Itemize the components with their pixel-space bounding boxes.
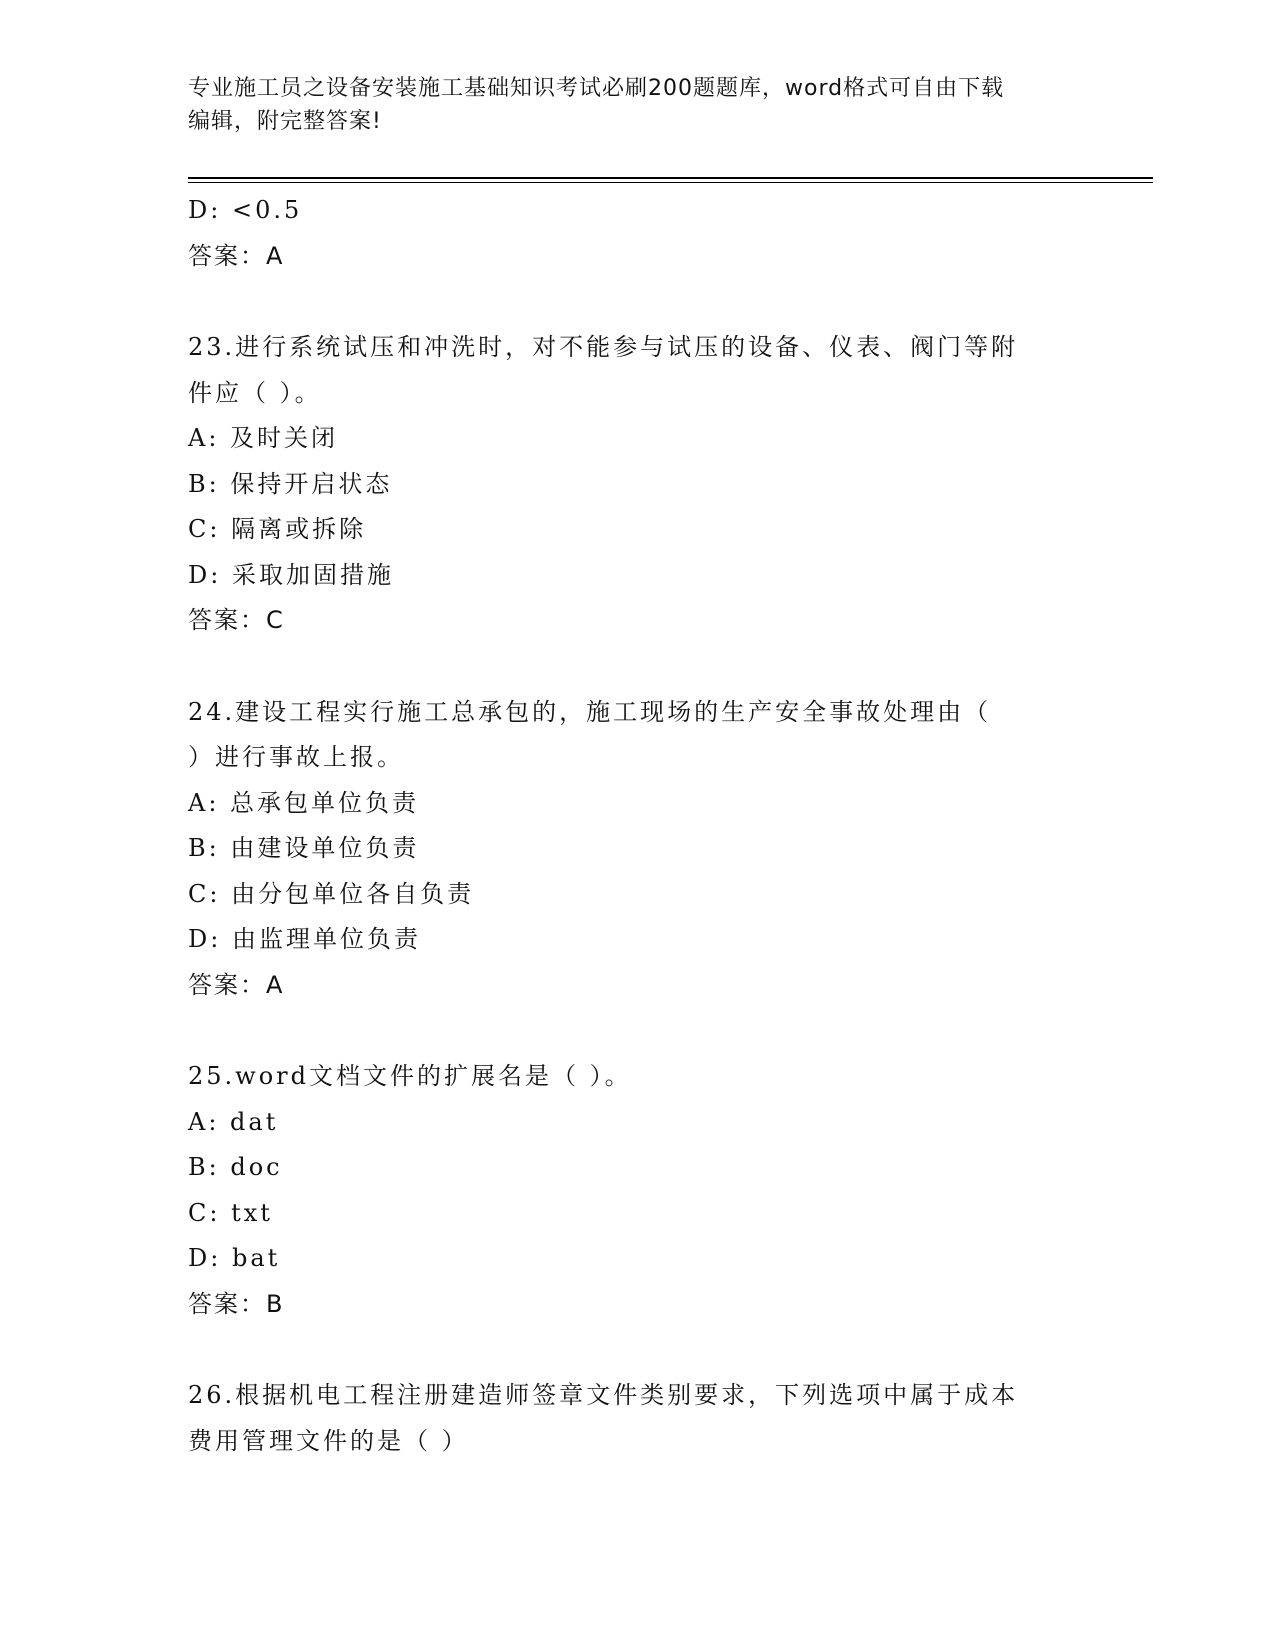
question-25 <box>188 1054 1068 1327</box>
question-text-line: 件应（ ）。 <box>188 378 322 407</box>
option-d: D: 采取加固措施 <box>188 560 394 589</box>
option-c: C: 隔离或拆除 <box>188 515 367 543</box>
question-text-line: 25.word文档文件的扩展名是（ ）。 <box>188 1062 632 1090</box>
question-text-line: 26.根据机电工程注册建造师签章文件类别要求，下列选项中属于成本 <box>188 1381 1019 1409</box>
question-text-line: 费用管理文件的是（ ） <box>188 1426 469 1455</box>
header-line-2: 编辑，附完整答案! <box>188 109 382 134</box>
option-d: D: bat <box>188 1244 281 1272</box>
question-23 <box>188 325 1068 644</box>
question-22-tail <box>188 188 1068 279</box>
option-a: A: 及时关闭 <box>188 424 339 452</box>
header-rule-thin <box>188 182 1153 183</box>
header-line-1: 专业施工员之设备安装施工基础知识考试必刷200题题库，word格式可自由下载 <box>188 76 1005 101</box>
document-body <box>188 188 1068 1464</box>
option-c: C: 由分包单位各自负责 <box>188 879 475 908</box>
option-b: B: 由建设单位负责 <box>188 834 420 862</box>
spacer <box>188 1327 1068 1373</box>
header-rule-thick <box>188 177 1153 179</box>
spacer <box>188 644 1068 690</box>
option-b: B: doc <box>188 1153 283 1181</box>
spacer <box>188 1008 1068 1054</box>
question-text-line: ）进行事故上报。 <box>188 743 404 771</box>
option-d: D: <0.5 <box>188 196 303 224</box>
question-text-line: 23.进行系统试压和冲洗时，对不能参与试压的设备、仪表、阀门等附 <box>188 333 1019 361</box>
document-header <box>188 72 1068 138</box>
answer: 答案：A <box>188 970 285 999</box>
option-a: A: 总承包单位负责 <box>188 788 420 817</box>
question-text-line: 24.建设工程实行施工总承包的，施工现场的生产安全事故处理由（ <box>188 697 992 726</box>
spacer <box>188 279 1068 325</box>
option-d: D: 由监理单位负责 <box>188 925 421 953</box>
answer: 答案：B <box>188 1289 285 1318</box>
option-c: C: txt <box>188 1198 273 1227</box>
question-24 <box>188 690 1068 1009</box>
option-a: A: dat <box>188 1107 279 1136</box>
answer: 答案：A <box>188 241 285 270</box>
question-26 <box>188 1373 1068 1464</box>
option-b: B: 保持开启状态 <box>188 469 393 498</box>
answer: 答案：C <box>188 606 285 634</box>
